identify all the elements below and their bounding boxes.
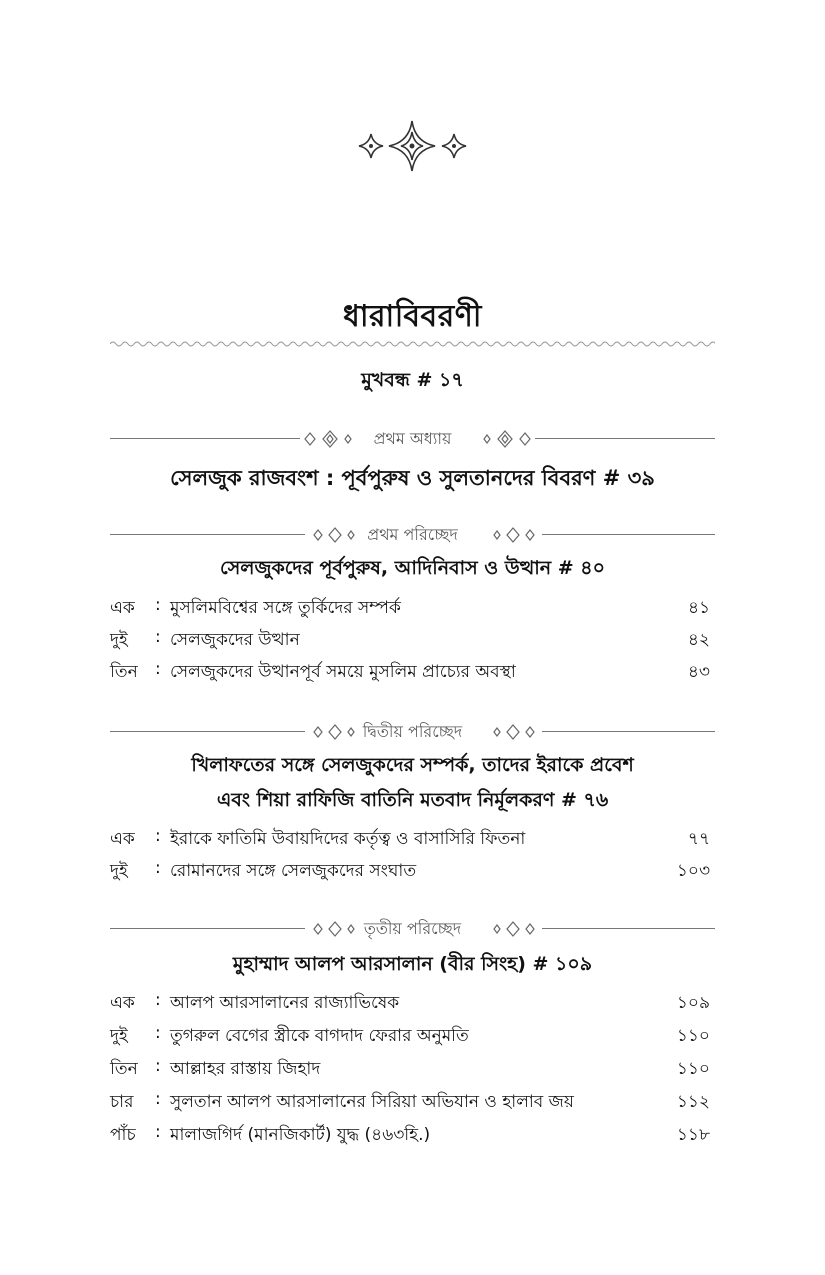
section-title: এবং শিয়া রাফিজি বাতিনি মতবাদ নির্মূলকরণ # ৭৬ [216, 789, 609, 811]
entry-page: ১১২ [676, 1092, 710, 1112]
entry-page: ১১৮ [676, 1125, 710, 1145]
toc-entry: এক : ইরাকে ফাতিমি উবায়দিদের কর্তৃত্ব ও বাসাসিরি ফিতনা ৭৭ [110, 826, 710, 852]
toc-entry: দুই : রোমানদের সঙ্গে সেলজুকদের সংঘাত ১০৩ [110, 858, 710, 884]
entry-title: মুসলিমবিশ্বের সঙ্গে তুর্কিদের সম্পর্ক [170, 598, 401, 618]
section-label: তৃতীয় পরিচ্ছেদ [363, 919, 462, 938]
diamond-ornament-icon [490, 920, 540, 938]
entry-number: তিন [110, 1059, 138, 1079]
entry-page: ৭৭ [687, 829, 710, 849]
section-title: মুহাম্মাদ আলপ আরসালান (বীর সিংহ) # ১০৯ [232, 953, 593, 975]
entry-number: পাঁচ [110, 1125, 136, 1145]
diamond-ornament-icon [490, 526, 540, 544]
entry-title: আলপ আরসালানের রাজ্যাভিষেক [170, 993, 400, 1013]
chapter-header [110, 426, 715, 452]
section-title: সেলজুকদের পূর্বপুরুষ, আদিনিবাস ও উত্থান # ৪০ [220, 557, 605, 579]
entry-title: ইরাকে ফাতিমি উবায়দিদের কর্তৃত্ব ও বাসাসিরি ফিতনা [170, 829, 526, 849]
entry-number: তিন [110, 662, 138, 682]
section-header [110, 719, 715, 745]
entry-number: দুই [110, 630, 128, 650]
entry-number: দুই [110, 861, 128, 881]
entry-page: ৪২ [687, 630, 710, 650]
entry-title: রোমানদের সঙ্গে সেলজুকদের সংঘাত [170, 861, 417, 881]
entry-number: এক [110, 993, 135, 1013]
section-label: প্রথম পরিচ্ছেদ [367, 525, 458, 544]
section-header [110, 522, 715, 548]
entry-number: চার [110, 1092, 134, 1112]
entry-title: সেলজুকদের উত্থান [170, 630, 300, 650]
entry-title: তুগরুল বেগের স্ত্রীকে বাগদাদ ফেরার অনুমতি [170, 1026, 469, 1046]
entry-title: সুলতান আলপ আরসালানের সিরিয়া অভিযান ও হালাব জয় [170, 1092, 574, 1112]
toc-entry: দুই : সেলজুকদের উত্থান ৪২ [110, 627, 710, 653]
toc-entry: পাঁচ : মালাজগির্দ (মানজিকার্ট) যুদ্ধ (৪৬৩হি.) ১১৮ [110, 1122, 710, 1148]
entry-page: ১০৯ [676, 993, 710, 1013]
entry-page: ৪৩ [687, 662, 710, 682]
entry-number: এক [110, 598, 135, 618]
section-header [110, 916, 715, 942]
entry-number: দুই [110, 1026, 128, 1046]
entry-title: আল্লাহর রাস্তায় জিহাদ [170, 1059, 321, 1079]
entry-title: সেলজুকদের উত্থানপূর্ব সময়ে মুসলিম প্রাচ্যের অবস্থা [170, 662, 516, 682]
chapter-label: প্রথম অধ্যায় [373, 429, 452, 448]
diamond-ornament-icon [480, 430, 535, 448]
diamond-ornament-icon [490, 723, 540, 741]
entry-page: ১০৩ [676, 861, 710, 881]
entry-title: মালাজগির্দ (মানজিকার্ট) যুদ্ধ (৪৬৩হি.) [170, 1125, 431, 1145]
toc-entry: দুই : তুগরুল বেগের স্ত্রীকে বাগদাদ ফেরার অনুমতি ১১০ [110, 1023, 710, 1049]
toc-entry: তিন : আল্লাহর রাস্তায় জিহাদ ১১০ [110, 1056, 710, 1082]
entry-page: ১১০ [676, 1059, 710, 1079]
toc-entry: এক : মুসলিমবিশ্বের সঙ্গে তুর্কিদের সম্পর্ক ৪১ [110, 595, 710, 621]
toc-entry: চার : সুলতান আলপ আরসালানের সিরিয়া অভিযান ও হালাব জয় ১১২ [110, 1089, 710, 1115]
chapter-title: সেলজুক রাজবংশ : পূর্বপুরুষ ও সুলতানদের বিবরণ # ৩৯ [170, 466, 655, 490]
toc-entry: এক : আলপ আরসালানের রাজ্যাভিষেক ১০৯ [110, 990, 710, 1016]
entry-page: ৪১ [687, 598, 710, 618]
toc-entry: তিন : সেলজুকদের উত্থানপূর্ব সময়ে মুসলিম প্রাচ্যের অবস্থা ৪৩ [110, 659, 710, 685]
preface-entry: মুখবন্ধ # ১৭ [361, 369, 464, 391]
entry-page: ১১০ [676, 1026, 710, 1046]
ornament-icon [355, 118, 470, 174]
section-label: দ্বিতীয় পরিচ্ছেদ [362, 722, 463, 741]
page-title: ধারাবিবরণী [343, 299, 482, 334]
entry-number: এক [110, 829, 135, 849]
wavy-divider [110, 339, 715, 349]
section-title: খিলাফতের সঙ্গে সেলজুকদের সম্পর্ক, তাদের ইরাকে প্রবেশ [191, 754, 634, 776]
